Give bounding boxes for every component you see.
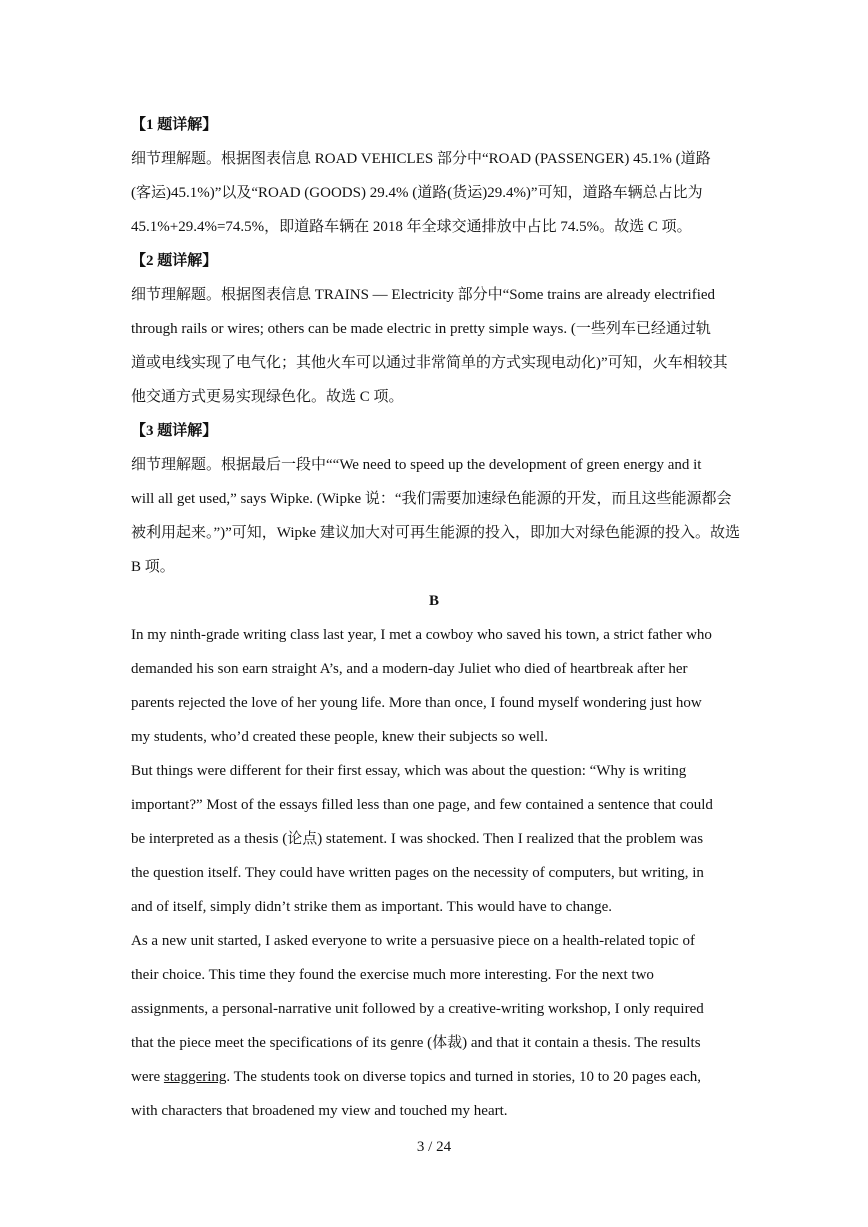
passage-line-1: In my ninth-grade writing class last year, I met a cowboy who saved his town, a strict father who: [131, 627, 712, 643]
passage-line-7: be interpreted as a thesis (论点) statement. I was shocked. Then I realized that the problem was: [131, 831, 704, 847]
q3-line-4: B 项。: [131, 559, 175, 575]
passage-line-5: But things were different for their first essay, which was about the question: “Why is writing: [131, 763, 687, 779]
q2-line-1: 细节理解题。根据图表信息 TRAINS — Electricity 部分中“Some trains are already electrified: [131, 287, 716, 303]
q1-line-3: 45.1%+29.4%=74.5%，即道路车辆在 2018 年全球交通排放中占比 74.5%。故选 C 项。: [131, 219, 692, 235]
q3-line-2: will all get used,” says Wipke. (Wipke 说：“我们需要加速绿色能源的开发，而且这些能源都会: [131, 491, 732, 507]
q1-line-2: (客运)45.1%)”以及“ROAD (GOODS) 29.4% (道路(货运)29.4%)”可知，道路车辆总占比为: [131, 185, 703, 201]
passage-line-2: demanded his son earn straight A’s, and a modern-day Juliet who died of heartbreak after her: [131, 661, 688, 677]
q3-header: 【3 题详解】: [131, 423, 218, 439]
passage-line-4: my students, who’d created these people, knew their subjects so well.: [131, 729, 548, 745]
q2-line-4: 他交通方式更易实现绿色化。故选 C 项。: [131, 389, 404, 405]
passage-line-8: the question itself. They could have written pages on the necessity of computers, but writing, in: [131, 865, 704, 881]
passage-line-13: that the piece meet the specifications of its genre (体裁) and that it contain a thesis. The results: [131, 1035, 701, 1051]
passage-line-14-suffix: . The students took on diverse topics and turned in stories, 10 to 20 pages each,: [226, 1069, 702, 1085]
q3-line-3: 被利用起来。”)”可知，Wipke 建议加大对可再生能源的投入，即加大对绿色能源的投入。故选: [131, 525, 740, 541]
passage-line-12: assignments, a personal-narrative unit followed by a creative-writing workshop, I only required: [131, 1001, 704, 1017]
passage-line-11: their choice. This time they found the exercise much more interesting. For the next two: [131, 967, 654, 983]
section-label: B: [428, 593, 439, 609]
passage-line-14: [131, 1067, 701, 1087]
q1-line-1: 细节理解题。根据图表信息 ROAD VEHICLES 部分中“ROAD (PASSENGER) 45.1% (道路: [131, 151, 711, 167]
passage-line-14-prefix: were: [131, 1069, 164, 1085]
underlined-word: staggering: [163, 1069, 227, 1085]
passage-line-6: important?” Most of the essays filled less than one page, and few contained a sentence that could: [131, 797, 713, 813]
q2-header: 【2 题详解】: [131, 253, 218, 269]
q1-header: 【1 题详解】: [131, 117, 218, 133]
passage-line-3: parents rejected the love of her young life. More than once, I found myself wondering just how: [131, 695, 702, 711]
passage-line-9: and of itself, simply didn’t strike them as important. This would have to change.: [131, 899, 613, 915]
q2-line-3: 道或电线实现了电气化；其他火车可以通过非常简单的方式实现电动化)”可知，火车相较其: [131, 355, 728, 371]
q2-line-2: through rails or wires; others can be made electric in pretty simple ways. (一些列车已经通过轨: [131, 321, 711, 337]
passage-line-10: As a new unit started, I asked everyone to write a persuasive piece on a health-related topic of: [131, 933, 695, 949]
q3-line-1: 细节理解题。根据最后一段中““We need to speed up the development of green energy and it: [131, 457, 702, 473]
passage-line-15: with characters that broadened my view and touched my heart.: [131, 1103, 508, 1119]
page-number: 3 / 24: [416, 1139, 452, 1155]
